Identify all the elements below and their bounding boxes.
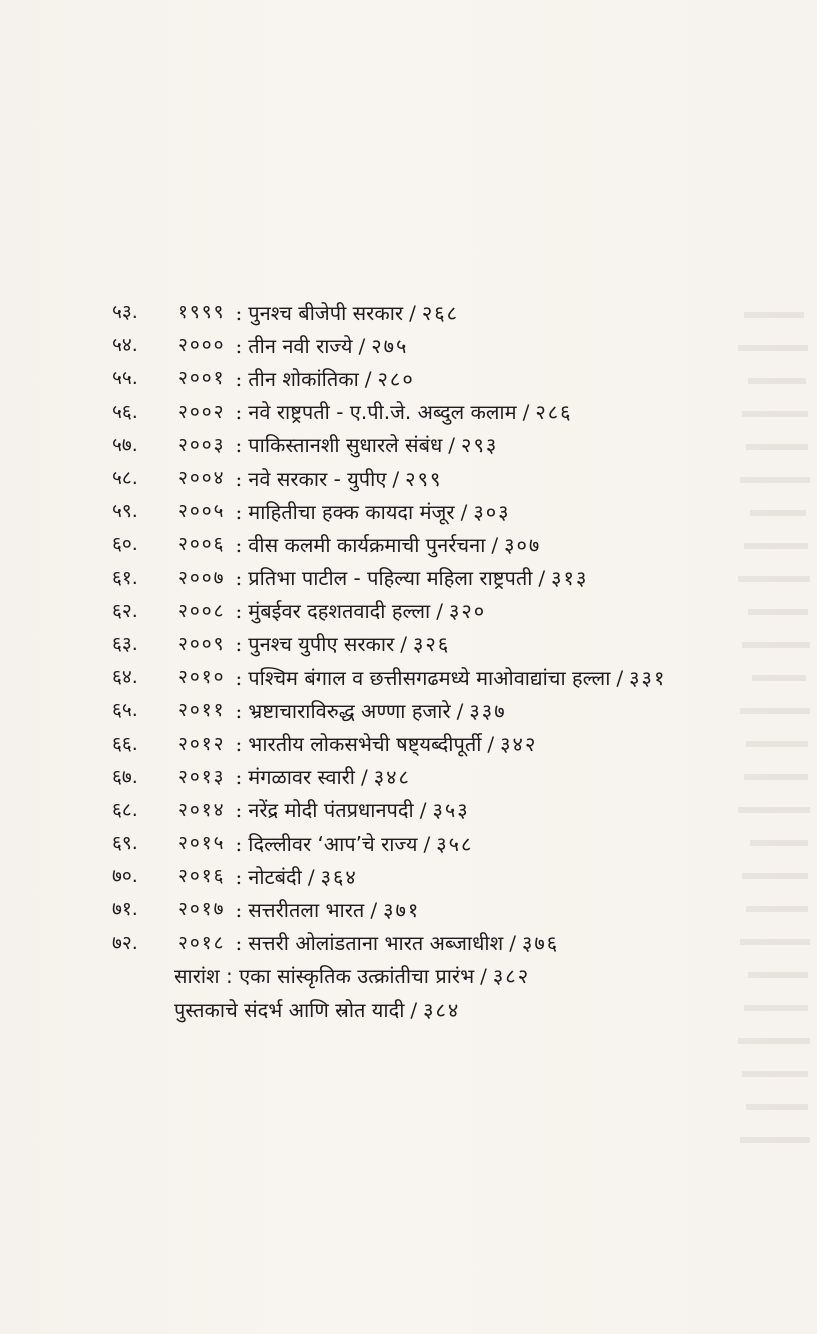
- separator: :: [235, 532, 243, 557]
- slash: /: [360, 765, 368, 790]
- chapter-title: मुंबईवर दहशतवादी हल्ला: [248, 599, 431, 624]
- chapter-year: २०१०: [178, 666, 226, 689]
- chapter-number: ५४.: [112, 334, 138, 357]
- chapter-year: १९९९: [178, 301, 226, 324]
- chapter-title: तीन नवी राज्ये: [248, 333, 353, 358]
- slash: /: [409, 300, 416, 325]
- separator: :: [235, 566, 243, 591]
- separator: :: [235, 599, 243, 624]
- slash: /: [419, 798, 427, 823]
- toc-row-59[interactable]: [112, 495, 812, 528]
- separator: :: [235, 466, 243, 491]
- toc-row-references[interactable]: [112, 993, 812, 1026]
- toc-row-57[interactable]: [112, 429, 812, 462]
- chapter-year: २००१: [178, 367, 226, 390]
- chapter-title: भ्रष्टाचाराविरुद्ध अण्णा हजारे: [248, 698, 451, 723]
- chapter-year: २००३: [178, 433, 226, 456]
- separator: :: [235, 931, 243, 956]
- slash: /: [436, 599, 443, 624]
- toc-row-62[interactable]: [112, 595, 812, 628]
- chapter-title: पुनश्च युपीए सरकार: [248, 632, 395, 657]
- toc-row-60[interactable]: [112, 528, 812, 561]
- slash: /: [307, 864, 315, 889]
- page-number: ३८४: [423, 997, 461, 1022]
- chapter-year: २०१८: [178, 931, 226, 954]
- chapter-title: नवे राष्ट्रपती - ए.पी.जे. अब्दुल कलाम: [248, 400, 517, 425]
- chapter-year: २००४: [178, 467, 226, 490]
- chapter-year: २००५: [178, 500, 226, 523]
- slash: /: [509, 931, 516, 956]
- page-number: ३७६: [521, 931, 560, 956]
- page-number: ३२६: [413, 632, 451, 657]
- slash: /: [423, 831, 431, 856]
- chapter-number: ७२.: [112, 931, 138, 954]
- chapter-number: ५६.: [112, 400, 138, 423]
- separator: :: [235, 798, 243, 823]
- chapter-year: २०११: [178, 699, 226, 722]
- chapter-year: २००८: [178, 599, 226, 622]
- page-number: ३५८: [436, 831, 474, 856]
- slash: /: [392, 466, 400, 491]
- page-number: ३३१: [629, 665, 667, 690]
- slash: /: [400, 632, 408, 657]
- chapter-title: पुस्तकाचे संदर्भ आणि स्रोत यादी: [174, 997, 405, 1022]
- chapter-number: ५७.: [112, 433, 138, 456]
- toc-row-69[interactable]: [112, 827, 812, 860]
- slash: /: [538, 566, 546, 591]
- chapter-title: सारांश : एका सांस्कृतिक उत्क्रांतीचा प्रारंभ: [174, 964, 475, 989]
- chapter-number: ६४.: [112, 666, 138, 689]
- page-number: २८६: [535, 400, 573, 425]
- toc-row-68[interactable]: [112, 794, 812, 827]
- toc-row-58[interactable]: [112, 462, 812, 495]
- slash: /: [448, 433, 456, 458]
- chapter-number: ६१.: [112, 566, 138, 589]
- page-number: २९३: [461, 433, 499, 458]
- chapter-title: नोटबंदी: [248, 864, 302, 889]
- toc-row-67[interactable]: [112, 761, 812, 794]
- toc-row-summary[interactable]: [112, 960, 812, 993]
- table-of-contents: [112, 296, 812, 1026]
- chapter-title: वीस कलमी कार्यक्रमाची पुनर्रचना: [248, 532, 486, 557]
- slash: /: [456, 698, 464, 723]
- page-number: ३६४: [320, 864, 358, 889]
- chapter-year: २०००: [178, 334, 226, 357]
- slash: /: [358, 333, 366, 358]
- chapter-number: ६३.: [112, 632, 138, 655]
- separator: :: [235, 665, 243, 690]
- chapter-title: पश्चिम बंगाल व छत्तीसगढमध्ये माओवाद्यांचा हल्ला: [248, 665, 611, 690]
- page-number: ३१३: [551, 566, 589, 591]
- chapter-number: ६०.: [112, 533, 138, 556]
- slash: /: [522, 400, 530, 425]
- slash: /: [460, 499, 468, 524]
- page-number: ३२०: [448, 599, 487, 624]
- chapter-year: २००९: [178, 632, 226, 655]
- toc-row-66[interactable]: [112, 727, 812, 760]
- toc-row-53[interactable]: [112, 296, 812, 329]
- page-number: ३४८: [373, 765, 411, 790]
- chapter-number: ७१.: [112, 898, 138, 921]
- chapter-title: तीन शोकांतिका: [248, 366, 359, 391]
- chapter-title: नरेंद्र मोदी पंतप्रधानपदी: [248, 798, 414, 823]
- separator: :: [235, 831, 243, 856]
- slash: /: [480, 964, 487, 989]
- chapter-year: २००७: [178, 566, 226, 589]
- chapter-number: ५५.: [112, 367, 138, 390]
- chapter-number: ६२.: [112, 599, 138, 622]
- separator: :: [235, 864, 243, 889]
- chapter-year: २०१२: [178, 732, 226, 755]
- chapter-title: प्रतिभा पाटील - पहिल्या महिला राष्ट्रपती: [248, 566, 533, 591]
- page-number: ३८२: [492, 964, 531, 989]
- toc-row-64[interactable]: [112, 661, 812, 694]
- chapter-title: माहितीचा हक्क कायदा मंजूर: [248, 499, 455, 524]
- toc-row-65[interactable]: [112, 694, 812, 727]
- toc-row-61[interactable]: [112, 562, 812, 595]
- page-number: ३४२: [500, 732, 538, 757]
- chapter-title: भारतीय लोकसभेची षष्ट्यब्दीपूर्ती: [248, 732, 482, 757]
- toc-row-55[interactable]: [112, 362, 812, 395]
- slash: /: [616, 665, 624, 690]
- toc-row-56[interactable]: [112, 396, 812, 429]
- page-number: ३०७: [504, 532, 542, 557]
- chapter-number: ७०.: [112, 865, 138, 888]
- separator: :: [235, 499, 243, 524]
- chapter-year: २००२: [178, 400, 226, 423]
- chapter-title: दिल्लीवर ‘आप’चे राज्य: [248, 831, 418, 856]
- slash: /: [364, 366, 372, 391]
- chapter-year: २०१६: [178, 865, 226, 888]
- toc-row-72[interactable]: [112, 927, 812, 960]
- chapter-number: ५९.: [112, 500, 138, 523]
- slash: /: [410, 997, 418, 1022]
- chapter-title: पुनश्च बीजेपी सरकार: [248, 300, 404, 325]
- chapter-title: पाकिस्तानशी सुधारले संबंध: [248, 433, 443, 458]
- toc-row-71[interactable]: [112, 893, 812, 926]
- chapter-year: २०१७: [178, 898, 226, 921]
- separator: :: [235, 897, 243, 922]
- page-number: २७५: [371, 333, 409, 358]
- chapter-year: २०१३: [178, 765, 226, 788]
- page-number: ३७१: [383, 897, 421, 922]
- separator: :: [235, 632, 243, 657]
- chapter-number: ६६.: [112, 732, 138, 755]
- separator: :: [235, 698, 243, 723]
- chapter-number: ५३.: [112, 301, 138, 324]
- separator: :: [235, 433, 243, 458]
- page-number: ३५३: [432, 798, 470, 823]
- page-number: २६८: [421, 300, 460, 325]
- chapter-year: २०१४: [178, 798, 226, 821]
- separator: :: [235, 765, 243, 790]
- chapter-title: सत्तरीतला भारत: [248, 897, 365, 922]
- chapter-year: २००६: [178, 533, 226, 556]
- chapter-title: नवे सरकार - युपीए: [248, 466, 387, 491]
- chapter-number: ६५.: [112, 699, 138, 722]
- chapter-title: सत्तरी ओलांडताना भारत अब्जाधीश: [248, 931, 504, 956]
- separator: :: [235, 366, 243, 391]
- toc-row-63[interactable]: [112, 628, 812, 661]
- slash: /: [491, 532, 499, 557]
- separator: :: [235, 333, 243, 358]
- toc-row-70[interactable]: [112, 860, 812, 893]
- page-number: २९९: [405, 466, 443, 491]
- page-number: ३०३: [473, 499, 511, 524]
- separator: :: [235, 732, 243, 757]
- separator: :: [235, 400, 243, 425]
- chapter-year: २०१५: [178, 832, 226, 855]
- chapter-title: मंगळावर स्वारी: [248, 765, 355, 790]
- chapter-number: ६८.: [112, 798, 138, 821]
- page-number: ३३७: [469, 698, 507, 723]
- toc-row-54[interactable]: [112, 329, 812, 362]
- page-number: २८०: [377, 366, 415, 391]
- slash: /: [487, 732, 495, 757]
- slash: /: [370, 897, 378, 922]
- separator: :: [235, 300, 243, 325]
- chapter-number: ६९.: [112, 832, 138, 855]
- chapter-number: ५८.: [112, 467, 138, 490]
- chapter-number: ६७.: [112, 765, 138, 788]
